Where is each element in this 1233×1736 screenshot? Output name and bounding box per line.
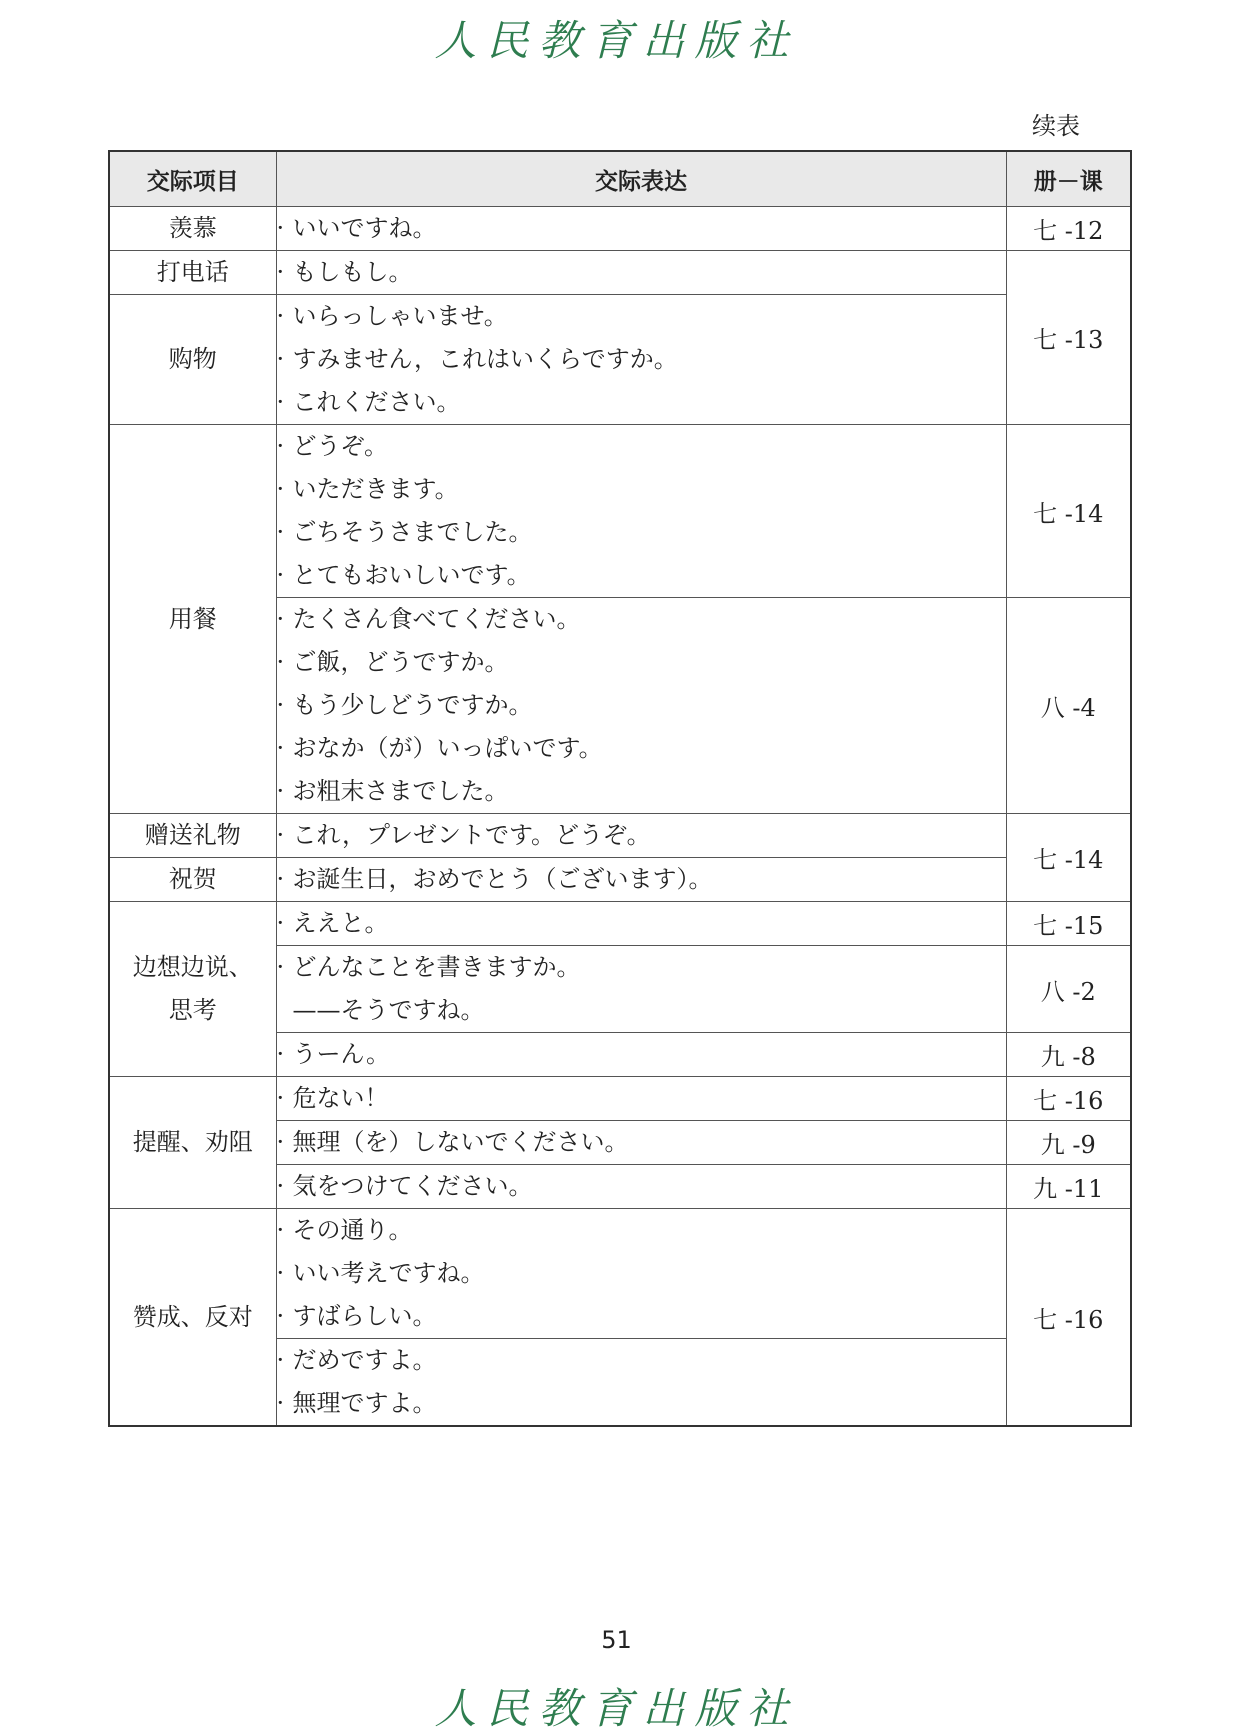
expression-line — [277, 902, 1006, 945]
item-cell: 用餐 — [109, 425, 276, 814]
bullet: · — [276, 345, 285, 373]
bullet: · — [276, 734, 285, 762]
expression-text: すみません，これはいくらですか。 — [292, 345, 678, 373]
table-row — [109, 1209, 1131, 1339]
expression-line — [277, 770, 1006, 813]
expression-line — [277, 511, 1006, 554]
publisher-logo-top: 人民教育出版社 — [434, 16, 799, 65]
expression-text: うーん。 — [292, 1040, 390, 1068]
bullet: · — [276, 388, 285, 416]
ref-cell: 九 -9 — [1006, 1121, 1131, 1165]
communication-table — [108, 150, 1132, 1427]
expression-cell — [276, 295, 1006, 425]
ref-cell: 七 -16 — [1006, 1209, 1131, 1427]
header-item: 交际项目 — [109, 151, 276, 207]
expression-text: もう少しどうですか。 — [292, 691, 533, 719]
expression-cell — [276, 1077, 1006, 1121]
bullet: · — [276, 1389, 285, 1417]
bullet: · — [276, 1084, 285, 1112]
ref-cell: 九 -8 — [1006, 1033, 1131, 1077]
item-cell: 羡慕 — [109, 207, 276, 251]
expression-text: だめですよ。 — [292, 1346, 437, 1374]
table-row — [109, 858, 1131, 902]
bullet: · — [276, 302, 285, 330]
item-cell: 祝贺 — [109, 858, 276, 902]
table-row — [109, 902, 1131, 946]
expression-line — [277, 338, 1006, 381]
expression-text: たくさん食べてください。 — [292, 605, 581, 633]
table-row — [109, 207, 1131, 251]
expression-line — [277, 1339, 1006, 1382]
expression-cell — [276, 425, 1006, 598]
expression-line — [277, 1121, 1006, 1164]
expression-text: いい考えですね。 — [292, 1259, 485, 1287]
header-volume-lesson: 册－课 — [1006, 151, 1131, 207]
expression-line — [277, 684, 1006, 727]
expression-line — [277, 1382, 1006, 1425]
expression-text: ごちそうさまでした。 — [292, 518, 533, 546]
expression-text: 無理ですよ。 — [292, 1389, 437, 1417]
expression-text: とてもおいしいです。 — [292, 561, 531, 589]
page-number: 51 — [601, 1626, 632, 1654]
bullet: · — [276, 561, 285, 589]
expression-line — [277, 989, 1006, 1032]
ref-cell: 九 -11 — [1006, 1165, 1131, 1209]
expression-line — [277, 1209, 1006, 1252]
bullet: · — [276, 1259, 285, 1287]
expression-line — [277, 1033, 1006, 1076]
item-cell: 赞成、反对 — [109, 1209, 276, 1427]
expression-line — [277, 814, 1006, 857]
expression-text: お誕生日，おめでとう（ございます）。 — [292, 865, 713, 893]
table-row — [109, 295, 1131, 425]
expression-line — [277, 946, 1006, 989]
bullet: · — [276, 691, 285, 719]
table-row — [109, 1077, 1131, 1121]
ref-cell: 七 -13 — [1006, 251, 1131, 425]
expression-line — [277, 1077, 1006, 1120]
table-row — [109, 251, 1131, 295]
table-row — [109, 814, 1131, 858]
expression-text: おなか（が）いっぱいです。 — [292, 734, 603, 762]
bullet: · — [276, 1172, 285, 1200]
bullet: · — [276, 1346, 285, 1374]
expression-text: これ，プレゼントです。どうぞ。 — [292, 821, 651, 849]
bullet: · — [276, 648, 285, 676]
expression-text: これください。 — [292, 388, 461, 416]
expression-line — [277, 1165, 1006, 1208]
expression-text: いいですね。 — [292, 214, 437, 242]
expression-cell — [276, 207, 1006, 251]
expression-cell — [276, 1165, 1006, 1209]
expression-cell — [276, 251, 1006, 295]
expression-text: もしもし。 — [292, 258, 413, 286]
item-text: 边想边说、思考 — [132, 953, 253, 1024]
item-cell: 打电话 — [109, 251, 276, 295]
expression-line — [277, 425, 1006, 468]
expression-cell — [276, 1121, 1006, 1165]
header-expression: 交际表达 — [276, 151, 1006, 207]
bullet: · — [276, 777, 285, 805]
expression-text: いただきます。 — [292, 475, 459, 503]
expression-text: 無理（を）しないでください。 — [292, 1128, 629, 1156]
expression-cell — [276, 902, 1006, 946]
expression-text: その通り。 — [292, 1216, 413, 1244]
expression-line — [277, 858, 1006, 901]
bullet: · — [276, 1216, 285, 1244]
ref-cell: 八 -2 — [1006, 946, 1131, 1033]
expression-text: 気をつけてください。 — [292, 1172, 533, 1200]
expression-text: ええと。 — [292, 909, 389, 937]
expression-text: いらっしゃいませ。 — [292, 302, 508, 330]
expression-line — [277, 1252, 1006, 1295]
ref-cell: 七 -14 — [1006, 425, 1131, 598]
expression-cell — [276, 1033, 1006, 1077]
expression-line — [277, 295, 1006, 338]
bullet: · — [276, 953, 285, 981]
expression-line — [277, 727, 1006, 770]
expression-cell — [276, 598, 1006, 814]
ref-cell: 七 -12 — [1006, 207, 1131, 251]
bullet: · — [276, 821, 285, 849]
bullet: · — [276, 909, 285, 937]
expression-text: お粗末さまでした。 — [292, 777, 509, 805]
item-cell: 购物 — [109, 295, 276, 425]
bullet: · — [276, 475, 285, 503]
expression-cell — [276, 814, 1006, 858]
expression-line — [277, 598, 1006, 641]
ref-cell: 七 -16 — [1006, 1077, 1131, 1121]
expression-text: 危ない！ — [292, 1084, 389, 1112]
expression-cell — [276, 1339, 1006, 1427]
item-cell: 提醒、劝阻 — [109, 1077, 276, 1209]
expression-line — [277, 381, 1006, 424]
bullet: · — [276, 518, 285, 546]
expression-line — [277, 1295, 1006, 1338]
bullet: · — [276, 214, 285, 242]
continuation-label: 续表 — [1032, 112, 1080, 140]
expression-line — [277, 207, 1006, 250]
bullet: · — [276, 258, 285, 286]
table-header-row — [109, 151, 1131, 207]
expression-line — [277, 641, 1006, 684]
expression-text: どんなことを書きますか。 — [292, 953, 581, 981]
expression-text: ご飯，どうですか。 — [292, 648, 509, 676]
item-cell: 赠送礼物 — [109, 814, 276, 858]
expression-cell — [276, 1209, 1006, 1339]
expression-cell — [276, 858, 1006, 902]
publisher-logo-bottom: 人民教育出版社 — [434, 1684, 799, 1733]
expression-line — [277, 251, 1006, 294]
ref-cell: 八 -4 — [1006, 598, 1131, 814]
ref-cell: 七 -14 — [1006, 814, 1131, 902]
bullet: · — [276, 1302, 285, 1330]
bullet: · — [276, 432, 285, 460]
expression-cell — [276, 946, 1006, 1033]
item-cell — [109, 902, 276, 1077]
bullet: · — [276, 1128, 285, 1156]
expression-line — [277, 468, 1006, 511]
bullet: · — [276, 605, 285, 633]
expression-line — [277, 554, 1006, 597]
expression-text: すばらしい。 — [292, 1302, 437, 1330]
bullet: · — [276, 1040, 285, 1068]
expression-text: ——そうですね。 — [292, 996, 485, 1024]
ref-cell: 七 -15 — [1006, 902, 1131, 946]
expression-text: どうぞ。 — [292, 432, 389, 460]
table-row — [109, 425, 1131, 598]
bullet: · — [276, 865, 285, 893]
